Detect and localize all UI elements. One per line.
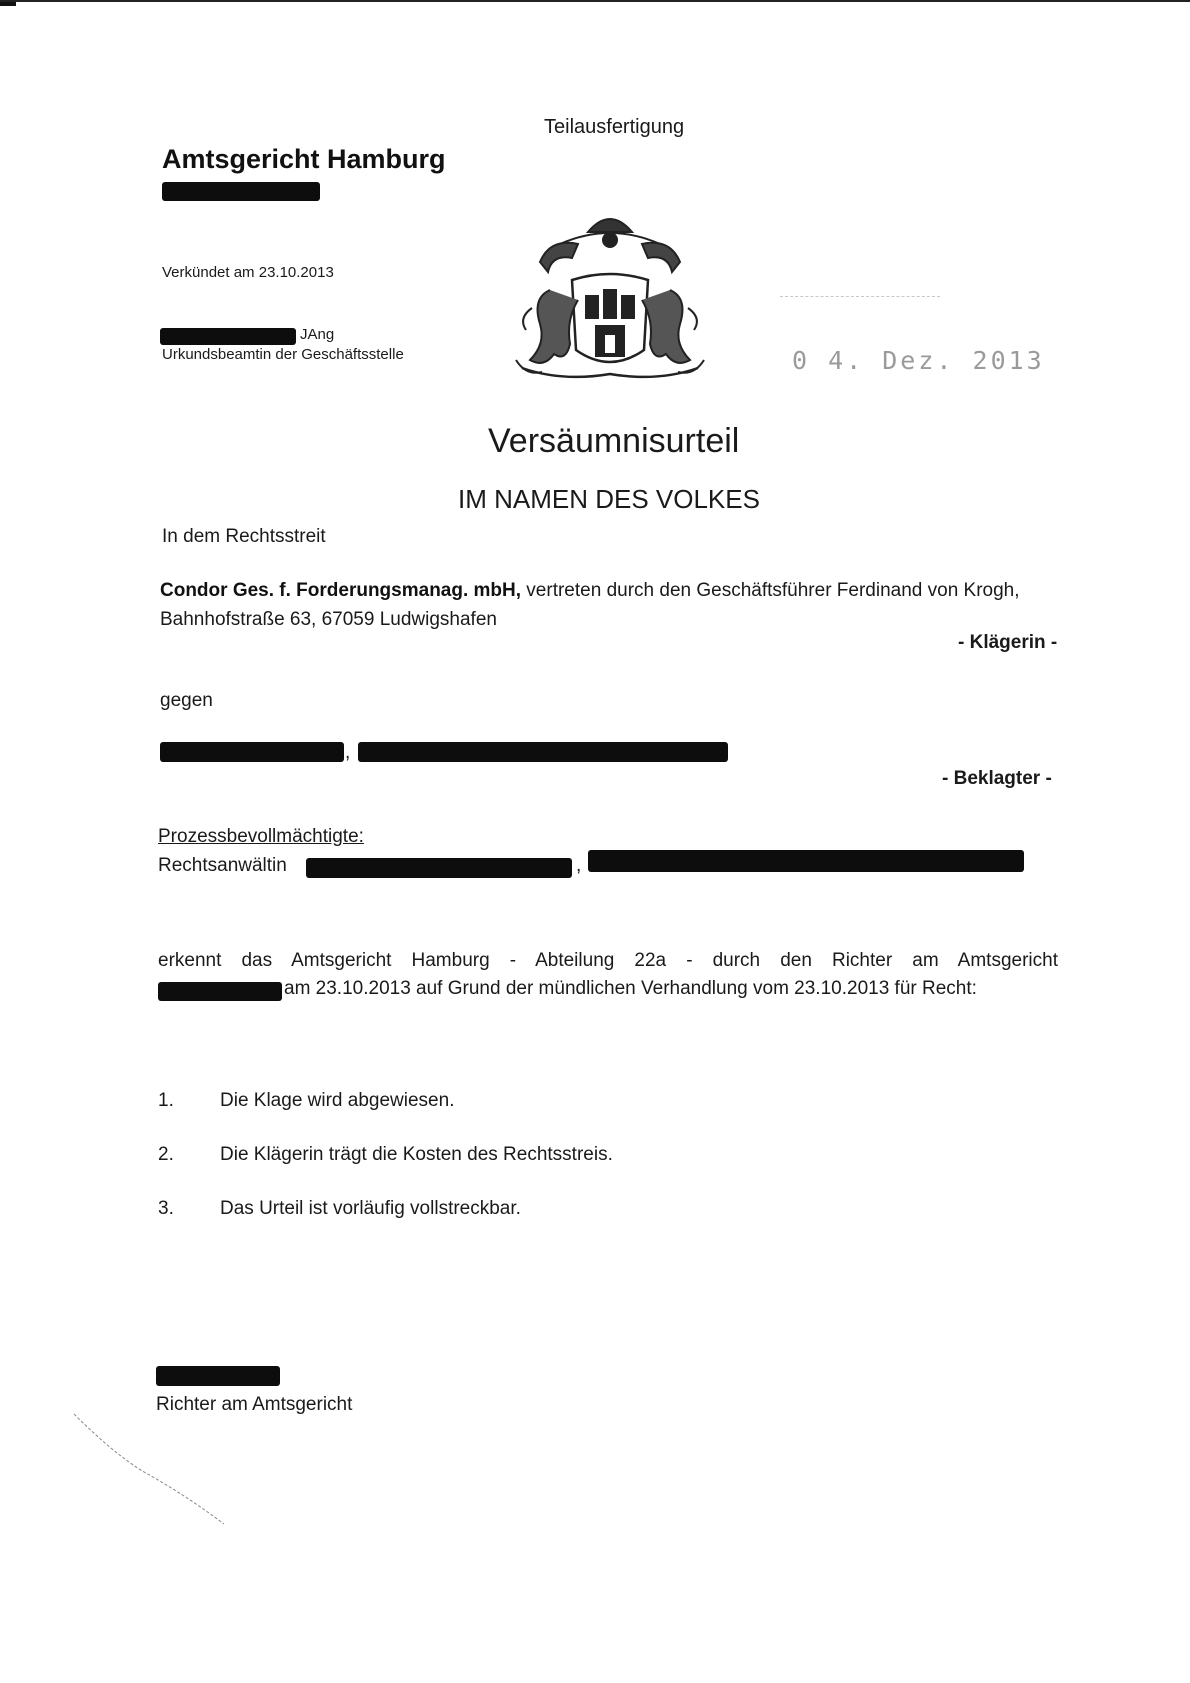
redaction-clerk-name [160,328,296,345]
judgment-subtitle: IM NAMEN DES VOLKES [458,484,760,514]
clerk-suffix: JAng [300,326,335,343]
counsel-prefix: Rechtsanwältin [158,855,287,876]
ruling-line-1: erkennt das Amtsgericht Hamburg - Abteilung 22a - durch den Richter am Amtsgericht [158,950,1058,971]
redaction-case-number [162,182,320,201]
plaintiff-name: Condor Ges. f. Forderungsmanag. mbH, [160,580,522,601]
counsel-heading: Prozessbevollmächtigte: [158,826,364,847]
court-name: Amtsgericht Hamburg [162,144,446,174]
clerk-role: Urkundsbeamtin der Geschäftsstelle [162,346,404,363]
redaction-defendant-address [358,742,728,762]
defendant-separator: , [345,742,351,763]
ruling-item-number: 3. [158,1198,174,1219]
scan-corner-mark [0,2,16,6]
scan-top-edge [0,0,1190,2]
case-intro: In dem Rechtsstreit [162,526,326,547]
versus-label: gegen [160,690,213,711]
ruling-item-text: Das Urteil ist vorläufig vollstreckbar. [220,1198,521,1219]
redaction-defendant-name [160,742,344,762]
plaintiff-block [160,576,1050,634]
pen-scribble-mark [70,1408,230,1528]
redaction-judge-name [158,982,282,1001]
counsel-separator: , [576,855,582,876]
copy-type-label: Teilausfertigung [544,116,685,138]
judgment-title: Versäumnisurteil [488,422,740,460]
plaintiff-role: - Klägerin - [958,632,1058,653]
ruling-item-text: Die Klägerin trägt die Kosten des Rechtsstreis. [220,1144,613,1165]
redaction-judge-signature [156,1366,280,1386]
announcement-date: Verkündet am 23.10.2013 [162,264,334,281]
defendant-role: - Beklagter - [942,768,1052,789]
ruling-item-number: 2. [158,1144,174,1165]
plaintiff-details: vertreten durch den Geschäftsführer Ferdinand von Krogh, Bahnhofstraße 63, 67059 Ludwigshafen [160,580,1020,630]
redaction-counsel-name [306,858,572,878]
judge-title: Richter am Amtsgericht [156,1394,353,1415]
ruling-item-text: Die Klage wird abgewiesen. [220,1090,455,1111]
ruling-item-number: 1. [158,1090,174,1111]
hamburg-coat-of-arms-icon [500,210,720,386]
redaction-counsel-address [588,850,1024,872]
faint-stamp-mark [780,296,940,333]
ruling-line-2: am 23.10.2013 auf Grund der mündlichen Verhandlung vom 23.10.2013 für Recht: [284,978,977,999]
receipt-stamp-date: 0 4. Dez. 2013 [792,346,1045,375]
